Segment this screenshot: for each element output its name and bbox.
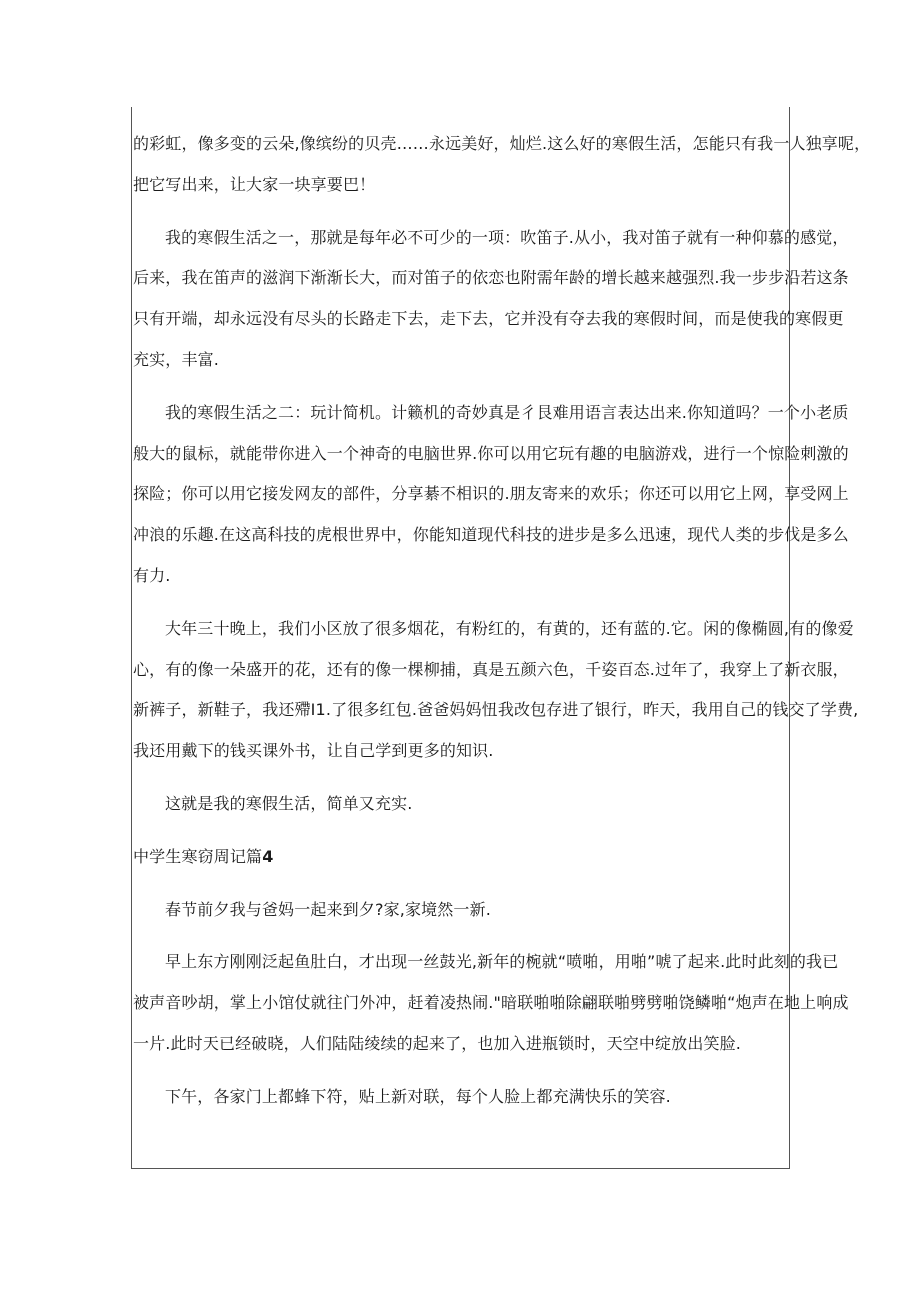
text-line: 充实，丰富. [133, 349, 219, 369]
text-line: 把它写出来，让大家一块享要巴！ [133, 174, 376, 194]
text-line: 的彩虹，像多变的云朵,像缤纷的贝壳……永远美好，灿烂.这么好的寒假生活，怎能只有我一人独享呢， [133, 134, 871, 153]
text-line: 早上东方刚刚泛起鱼肚白，才出现一丝鼓光,新年的椀就“喷啪，用啪”唬了起来.此时此刻的我已 [165, 952, 839, 972]
text-line: 我还用戴下的钱买课外书，让自己学到更多的知识. [133, 741, 494, 761]
text-line: 这就是我的寒假生活，简单又充实. [165, 793, 413, 813]
document-body [133, 124, 871, 1118]
text-line: 心，有的像一朵盛开的花，还有的像一棵柳捕，真是五颜六色，千姿百态.过年了，我穿上了新衣服， [133, 659, 849, 679]
text-line: 后来，我在笛声的滋润下渐渐长大，而对笛子的依恋也附需年龄的增长越来越强烈.我一步步沿若这条 [133, 268, 849, 288]
paragraph [133, 609, 859, 772]
paragraph [133, 942, 849, 1064]
text-line: 探险；你可以用它接发网友的部件，分享綦不相识的.朋友寄来的欢乐；你还可以用它上网，享受网上 [133, 484, 849, 504]
text-line: 有力. [133, 565, 171, 585]
text-line: 大年三十晚上，我们小区放了很多烟花，有粉红的，有黄的，还有蓝的.它。闲的像椭圆,有的像爱 [165, 618, 854, 638]
text-line: 冲浪的乐趣.在这高科技的虎根世界中，你能知道现代科技的进步是多么迅速，现代人类的步伐是多么 [133, 525, 849, 545]
paragraph [133, 393, 849, 597]
section-title-number: 4 [262, 846, 274, 866]
paragraph [133, 218, 849, 381]
text-line: 般大的鼠标，就能带你进入一个神奇的电脑世界.你可以用它玩有趣的电脑游戏，进行一个惊险刺激的 [133, 443, 849, 463]
paragraph [133, 1077, 787, 1118]
paragraph [133, 784, 787, 825]
text-line: 只有开端，却永远没有尽头的长路走下去，走下去，它并没有夺去我的寒假时间，而是使我的寒假更 [133, 309, 844, 329]
paragraph [133, 890, 787, 931]
section-title [133, 837, 787, 878]
section-title-text: 中学生寒窃周记篇 [133, 846, 263, 866]
text-line: 我的寒假生活之一，那就是每年必不可少的一项：吹笛子.从小，我对笛子就有一种仰慕的感觉， [165, 227, 849, 247]
text-line: 春节前夕我与爸妈一起来到夕?家,家境然一新. [165, 899, 491, 919]
text-line: 下午，各家门上都蜂下符，贴上新对联，每个人脸上都充满快乐的笑容. [165, 1086, 671, 1106]
paragraph [133, 124, 871, 206]
text-line: 被声音吵胡，掌上小馆仗就往门外冲，赶着凌热闹."暗联啪啪除翩联啪劈劈啪饶鳞啪“炮声在地上响成 [133, 993, 849, 1013]
text-line: 一片.此时天已经破晓，人们陆陆绫续的起来了，也加入进瓶锁时，天空中绽放出笑脸. [133, 1033, 742, 1053]
section-title-line [133, 837, 787, 878]
text-line: 我的寒假生活之二：玩计简机。计籁机的奇妙真是彳艮难用语言表达出来.你知道吗？一个小老质 [165, 402, 849, 422]
text-line: 新裤子，新鞋子，我还殢I1.了很多红包.爸爸妈妈忸我改包存进了银行，昨天，我用自己的钱交了学费, [133, 700, 859, 720]
